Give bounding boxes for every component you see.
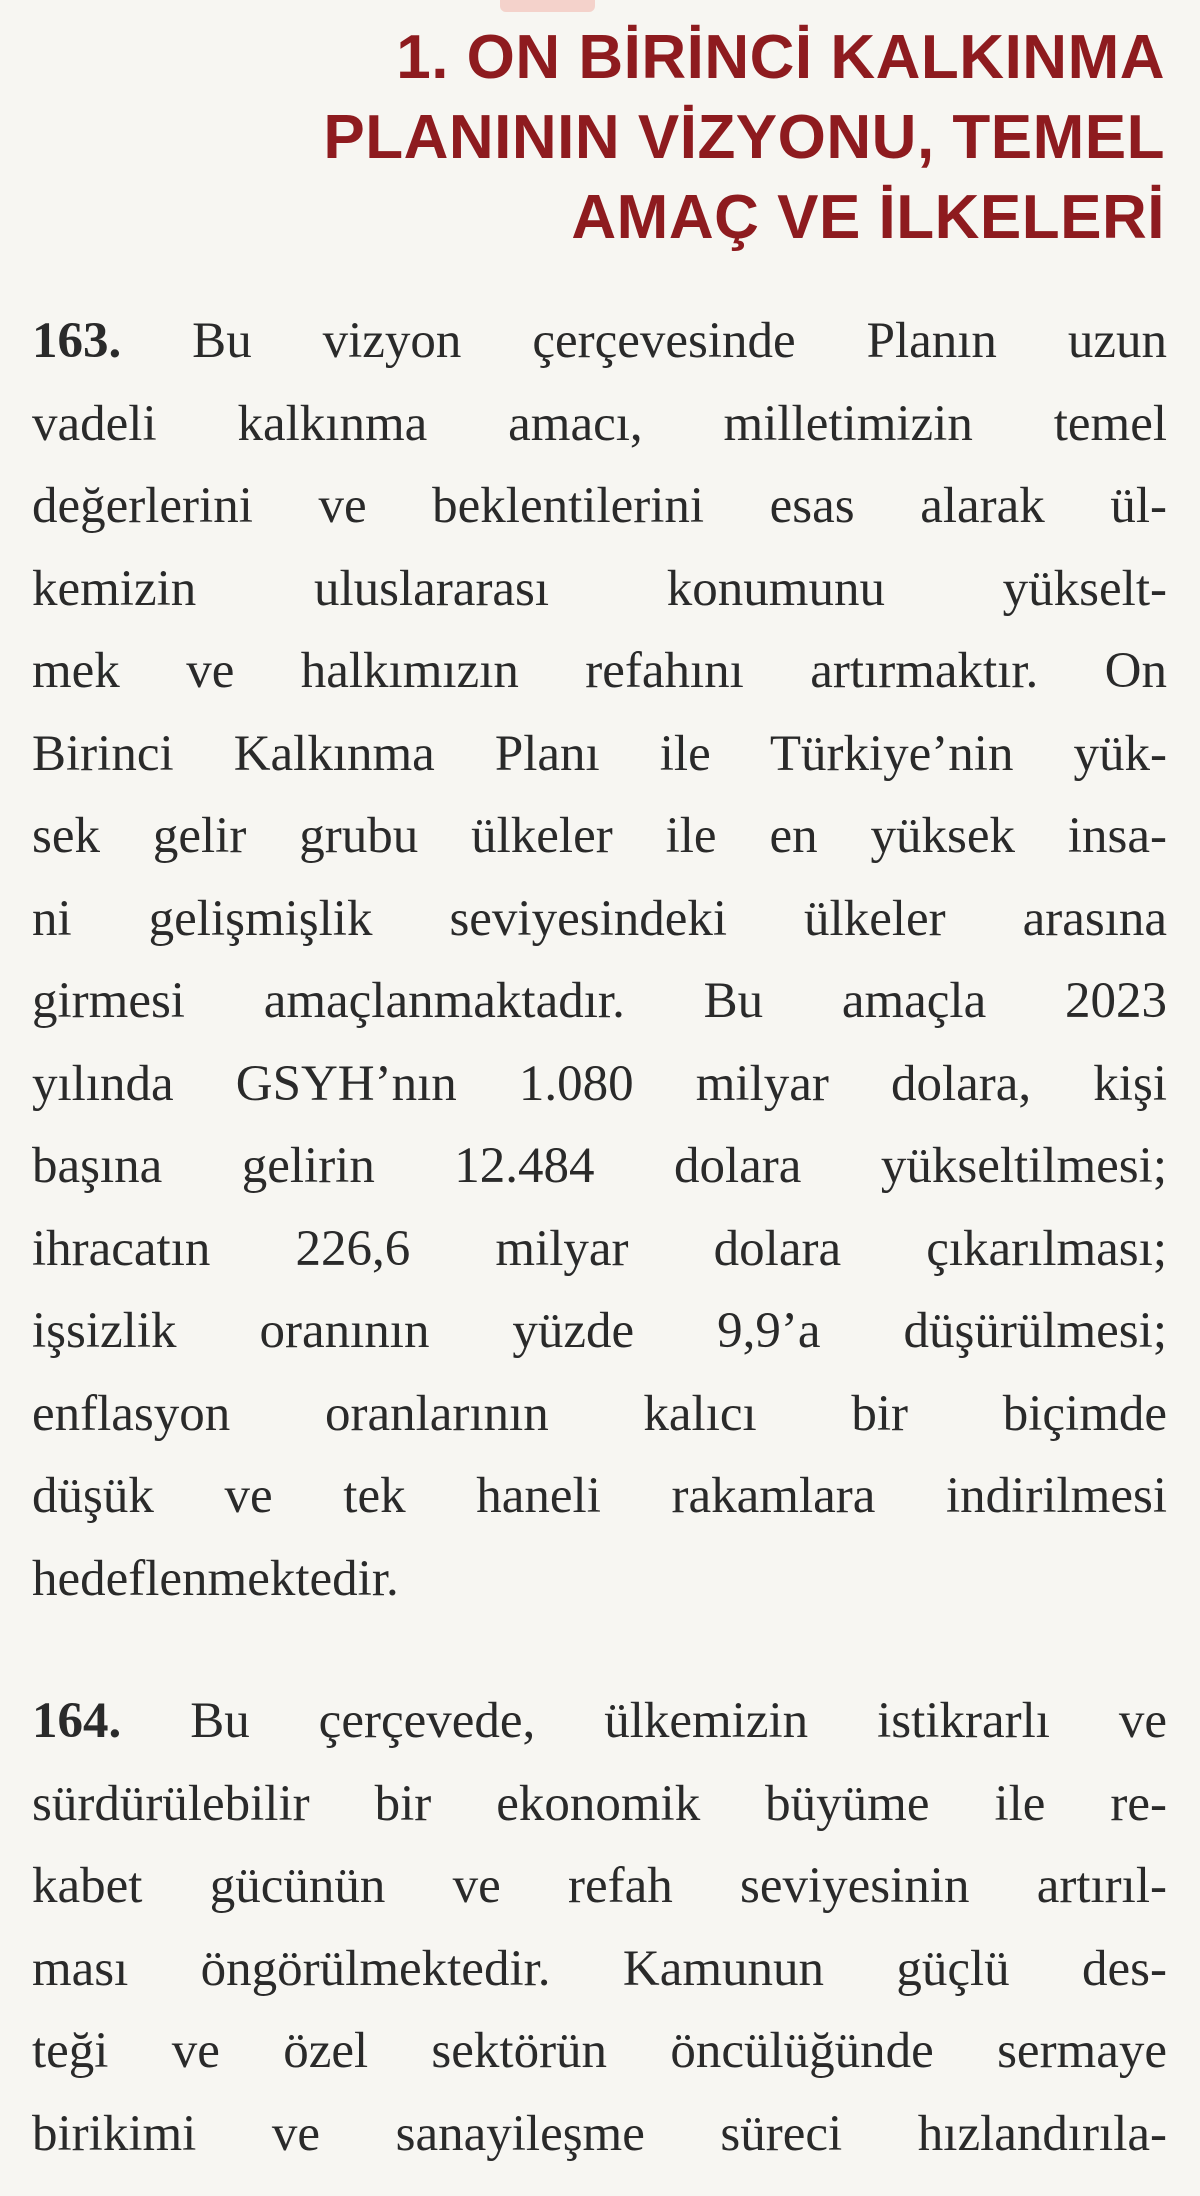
paragraph-line: işsizlik oranının yüzde 9,9’a düşürülmesi;: [32, 1303, 1167, 1359]
paragraph-164: [32, 1680, 1167, 2175]
paragraph-line: sek gelir grubu ülkeler ile en yüksek insa-: [32, 808, 1167, 864]
paragraph-line: kabet gücünün ve refah seviyesinin artırıl-: [32, 1858, 1167, 1914]
paragraph-line: yılında GSYH’nın 1.080 milyar dolara, kişi: [32, 1055, 1167, 1112]
paragraph-line: değerlerini ve beklentilerini esas alarak ül-: [32, 478, 1167, 534]
paragraph-line: teği ve özel sektörün öncülüğünde sermaye: [32, 2023, 1167, 2079]
heading-line: AMAÇ VE İLKELERİ: [571, 183, 1165, 252]
paragraph-line: enflasyon oranlarının kalıcı bir biçimde: [32, 1385, 1167, 1442]
body-text: [32, 300, 1167, 2175]
heading-line: 1. ON BİRİNCİ KALKINMA: [396, 23, 1165, 92]
paragraph-line: başına gelirin 12.484 dolara yükseltilmesi;: [32, 1138, 1167, 1194]
paragraph-line: [32, 1680, 1167, 1763]
paragraph-line: kemizin uluslararası konumunu yükselt-: [32, 560, 1167, 617]
paragraph-line: birikimi ve sanayileşme süreci hızlandırıla-: [32, 2105, 1167, 2162]
paragraph-line: Birinci Kalkınma Planı ile Türkiye’nin yük-: [32, 725, 1167, 782]
paragraph-line: ması öngörülmektedir. Kamunun güçlü des-: [32, 1940, 1167, 1997]
paragraph-line: vadeli kalkınma amacı, milletimizin temel: [32, 395, 1167, 452]
section-heading: [165, 18, 1165, 258]
paragraph-line: hedeflenmektedir.: [32, 1550, 399, 1607]
paragraph-line: mek ve halkımızın refahını artırmaktır. On: [32, 643, 1167, 699]
paragraph-line: sürdürülebilir bir ekonomik büyüme ile re-: [32, 1775, 1167, 1832]
paragraph-number: 163.: [32, 313, 122, 369]
paragraph-line: düşük ve tek haneli rakamlara indirilmesi: [32, 1468, 1167, 1524]
paragraph-163: [32, 300, 1167, 1620]
paragraph-first-line-text: Bu çerçevede, ülkemizin istikrarlı ve: [121, 1693, 1167, 1749]
heading-line: PLANININ VİZYONU, TEMEL: [323, 103, 1165, 172]
paragraph-line: ni gelişmişlik seviyesindeki ülkeler arasına: [32, 890, 1167, 947]
paragraph-line: [32, 300, 1167, 383]
paragraph-line: ihracatın 226,6 milyar dolara çıkarılması;: [32, 1220, 1167, 1277]
paragraph-first-line-text: Bu vizyon çerçevesinde Planın uzun: [121, 313, 1167, 369]
paragraph-line: girmesi amaçlanmaktadır. Bu amaçla 2023: [32, 973, 1167, 1029]
top-decoration: [500, 0, 595, 12]
paragraph-number: 164.: [32, 1693, 122, 1749]
